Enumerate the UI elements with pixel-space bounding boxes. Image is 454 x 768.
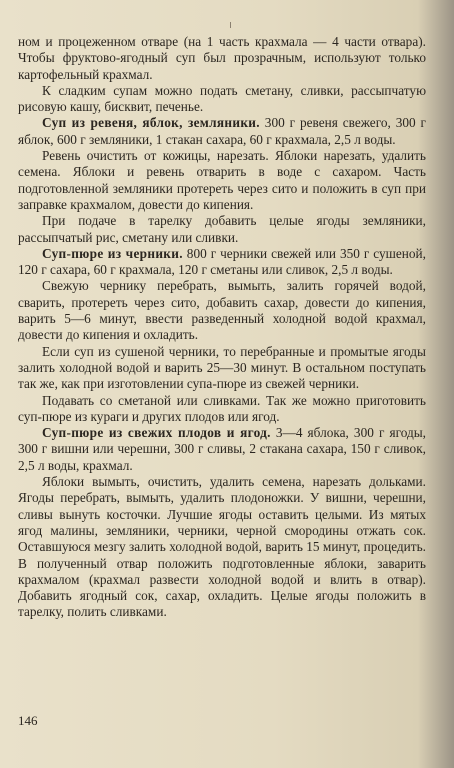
page-text	[18, 34, 426, 621]
paragraph-11: Яблоки вымыть, очистить, удалить семена, нарезать дольками. Ягоды перебрать, вымыть, удалить плодоножки. У вишни, черешни, сливы вынуть косточки. Лучшие ягоды оставить целыми. Из мятых ягод малины, земляники, черники, черной смородины отжать сок. Оставшуюся мезгу залить холодной водой, варить 15 минут, процедить. В полученный отвар положить подготовленные яблоки, заварить крахмалом (крахмал развести холодной водой и влить в отвар). Добавить ягодный сок, сахар, охладить. Целые ягоды положить в тарелку, полить сливками.	[18, 474, 426, 620]
paragraph-7: Свежую чернику перебрать, вымыть, залить горячей водой, сварить, протереть через сито, добавить сахар, довести до кипения, варить 5—6 минут, ввести разведенный холодной водой крахмал, довести до кипения и охладить.	[18, 278, 426, 343]
recipe-title-rhubarb: Суп из ревеня, яблок, земляники.	[42, 115, 260, 131]
recipe-blueberry-ingredients: Суп-пюре из черники. 800 г черники свежей или 350 г сушеной, 120 г сахара, 60 г крахмала, 120 г сметаны или сливок, 2,5 л воды.	[18, 245, 426, 278]
paragraph-4: Ревень очистить от кожицы, нарезать. Яблоки нарезать, удалить семена. Яблоки и ревень отварить в воде с сахаром. Часть подготовленной земляники протереть через сито и положить в суп при заправке крахмалом, довести до кипения.	[18, 148, 426, 212]
paragraph-1: ном и процеженном отваре (на 1 часть крахмала — 4 части отвара). Чтобы фруктово-ягодный суп был прозрачным, используют только картофельный крахмал.	[18, 34, 426, 82]
recipe-title-fresh-fruit: Суп-пюре из свежих плодов и ягод.	[42, 425, 271, 441]
recipe-title-blueberry: Суп-пюре из черники.	[42, 245, 183, 261]
paragraph-2: К сладким супам можно подать сметану, сливки, рассыпчатую рисовую кашу, бисквит, печенье.	[18, 82, 426, 115]
page-number: 146	[18, 713, 38, 728]
recipe-fresh-fruit-ingredients: Суп-пюре из свежих плодов и ягод. 3—4 яблока, 300 г ягоды, 300 г вишни или черешни, 300 г сливы, 2 стакана сахара, 150 г сливок, 2,5 л воды, крахмал.	[18, 425, 426, 473]
paragraph-8: Если суп из сушеной черники, то перебранные и промытые ягоды залить холодной водой и варить 25—30 минут. В остальном поступать так же, как при изготовлении супа-пюре из свежей черники.	[18, 343, 426, 392]
paragraph-9: Подавать со сметаной или сливками. Так же можно приготовить суп-пюре из кураги и других плодов или ягод.	[18, 392, 426, 424]
scan-mark	[230, 22, 231, 28]
paragraph-5: При подаче в тарелку добавить целые ягоды земляники, рассыпчатый рис, сметану или сливки.	[18, 213, 426, 245]
recipe-rhubarb-ingredients: Суп из ревеня, яблок, земляники. 300 г ревеня свежего, 300 г яблок, 600 г земляники, 1 стакан сахара, 60 г крахмала, 2,5 л воды.	[18, 115, 426, 147]
